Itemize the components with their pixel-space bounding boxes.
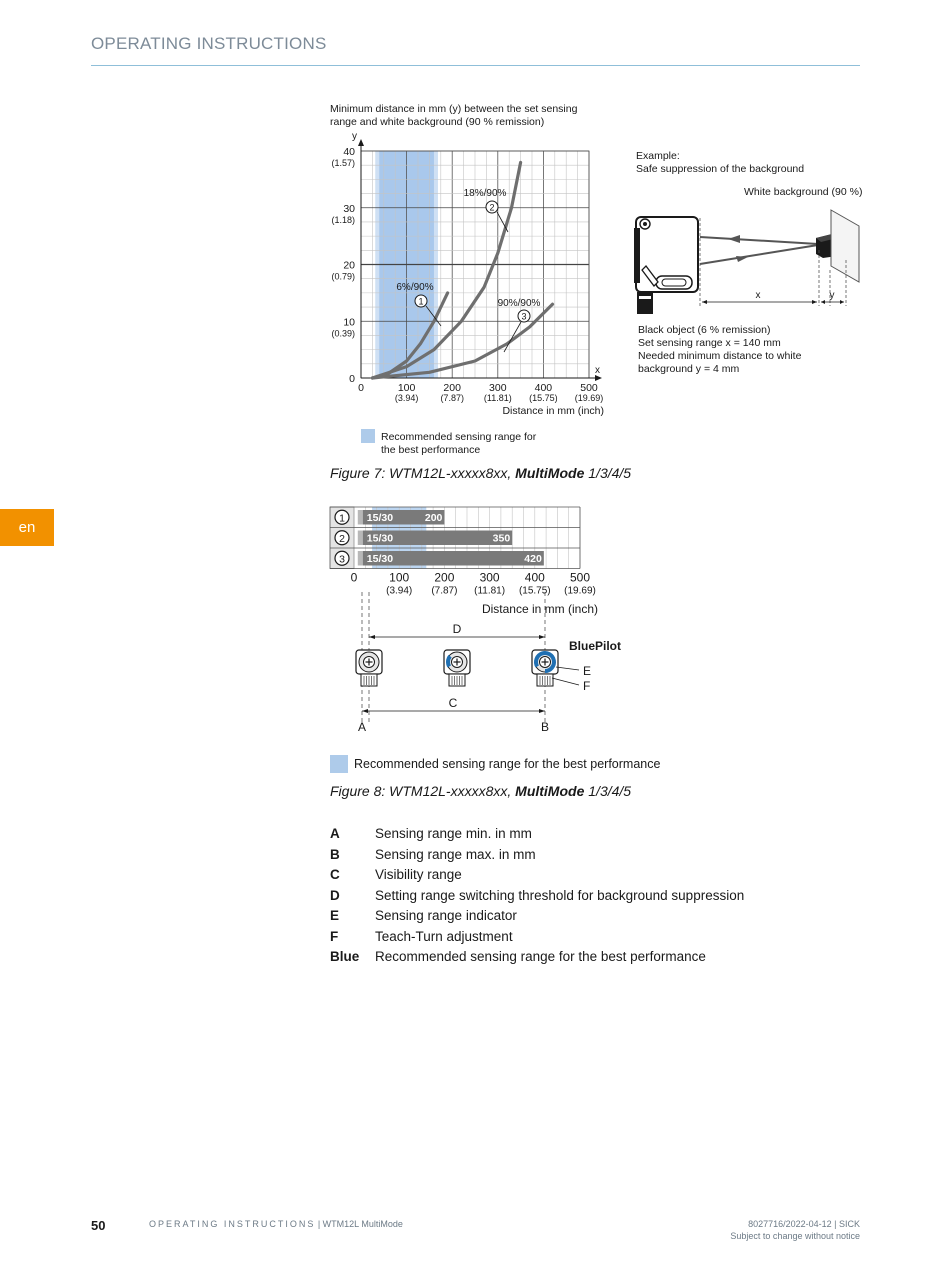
key-list — [330, 825, 850, 969]
figure7-legend-text: Recommended sensing range for the best performance — [381, 431, 537, 456]
x-tick-inch-label: (19.69) — [574, 393, 604, 403]
figure8-legend-text: Recommended sensing range for the best performance — [354, 757, 661, 771]
x-tick-inch-label: (15.75) — [518, 585, 551, 597]
x-tick-label: 300 — [479, 570, 500, 585]
key-letter: E — [330, 908, 340, 923]
example-note: Set sensing range x = 140 mm — [638, 337, 781, 349]
key-text: Sensing range min. in mm — [375, 826, 532, 841]
curve-label-1: 6%/90% — [396, 282, 434, 293]
key-letter: B — [330, 846, 340, 862]
y-tick-inch-label: (0.39) — [331, 328, 355, 339]
key-row — [330, 846, 850, 867]
point-e-label: E — [583, 664, 592, 678]
x-tick-label: 0 — [350, 570, 358, 585]
x-tick-label: 200 — [443, 382, 461, 394]
key-text: Teach-Turn adjustment — [375, 928, 513, 944]
y-tick-inch-label: (1.57) — [331, 158, 355, 168]
footer-doc-type: OPERATING INSTRUCTIONS — [149, 1219, 316, 1229]
curve-number: 3 — [521, 311, 527, 322]
key-text: Sensing range max. in mm — [375, 846, 536, 862]
point-a-label: A — [357, 720, 367, 734]
x-tick-label: 300 — [489, 382, 507, 394]
y-tick-label: 40 — [343, 146, 355, 158]
bar-max-label: 350 — [492, 532, 511, 545]
bar-max-label: 200 — [424, 512, 443, 524]
bar-min-label: 15/30 — [366, 553, 394, 565]
x-tick-inch-label: (11.81) — [483, 393, 512, 403]
curve-number: 2 — [489, 202, 495, 213]
curve-label-3: 90%/90% — [497, 298, 541, 309]
x-axis-label: Distance in mm (inch) — [481, 602, 598, 616]
key-letter: A — [330, 826, 340, 841]
row-number: 3 — [339, 553, 345, 566]
example-note: Black object (6 % remission) — [638, 324, 771, 336]
bar-max-label: 420 — [524, 553, 542, 565]
figure7-title: Minimum distance in mm (y) between the set sensing range and white background (90 % remission) — [330, 103, 578, 128]
footer-doc-id: 8027716/2022-04-12 | SICK — [748, 1219, 860, 1229]
dimension-arrow — [362, 709, 368, 713]
key-text: Sensing range indicator — [375, 908, 517, 923]
white-background-label: White background (90 %) — [744, 186, 863, 198]
curve-number: 1 — [418, 296, 424, 307]
x-tick-inch-label: (3.94) — [386, 585, 413, 597]
x-axis-label: Distance in mm (inch) — [502, 405, 604, 417]
key-text: Recommended sensing range for the best performance — [375, 949, 706, 964]
x-tick-label: 400 — [524, 570, 545, 585]
figure8-caption-bold: MultiMode — [515, 783, 585, 799]
header-title: OPERATING INSTRUCTIONS — [91, 34, 327, 53]
leader-line-f — [552, 678, 579, 685]
x-tick-inch-label: (3.94) — [394, 393, 419, 403]
dimension-d-label: D — [452, 622, 462, 636]
y-tick-label: 30 — [343, 202, 355, 215]
row-number: 1 — [339, 512, 345, 525]
x-tick-label: 200 — [434, 570, 455, 585]
teach-turn-knob-icon — [356, 650, 382, 686]
y-tick-label: 20 — [343, 259, 355, 272]
figure8-caption-suffix: 1/3/4/5 — [584, 783, 632, 799]
footer-product: | WTM12L MultiMode — [315, 1219, 403, 1229]
x-tick-inch-label: (19.69) — [564, 585, 596, 597]
key-row — [330, 907, 850, 928]
example-subtitle: Safe suppression of the background — [636, 163, 805, 175]
dimension-arrow — [539, 709, 545, 713]
key-letter: C — [330, 867, 340, 882]
key-letter: D — [330, 887, 340, 903]
dimension-arrow — [539, 635, 545, 639]
x-axis-symbol: x — [595, 365, 600, 376]
example-title: Example: — [636, 150, 680, 162]
bar-min-label: 15/30 — [366, 512, 394, 524]
row-number: 2 — [339, 532, 345, 545]
figure7-caption-suffix: 1/3/4/5 — [584, 465, 632, 481]
x-tick-label: 100 — [389, 570, 410, 585]
bar-min-marker — [358, 531, 363, 546]
page-number: 50 — [91, 1218, 106, 1233]
bar-min-label: 15/30 — [366, 532, 394, 545]
x-tick-inch-label: (7.87) — [440, 393, 464, 403]
key-row — [330, 928, 850, 949]
figure8-caption-prefix: Figure 8: WTM12L-xxxxx8xx, — [330, 783, 516, 799]
dimension-c-label: C — [448, 696, 458, 710]
x-tick-inch-label: (7.87) — [431, 585, 458, 597]
language-tab[interactable]: en — [0, 509, 54, 546]
key-letter: Blue — [330, 949, 360, 964]
x-tick-label: 400 — [534, 382, 553, 394]
dimension-arrow — [369, 635, 375, 639]
bar-min-marker — [358, 551, 363, 566]
key-row — [330, 887, 850, 908]
y-tick-label: 0 — [349, 373, 355, 385]
teach-turn-knob-icon — [532, 650, 558, 686]
figure7-caption-bold: MultiMode — [515, 465, 585, 481]
teach-turn-knob-icon — [444, 650, 470, 686]
key-row — [330, 948, 850, 969]
y-tick-label: 10 — [343, 316, 355, 329]
key-row — [330, 825, 850, 846]
y-axis-symbol: y — [352, 131, 357, 142]
x-tick-label: 500 — [569, 570, 591, 585]
x-tick-label: 100 — [397, 382, 416, 394]
footer-notice: Subject to change without notice — [730, 1231, 860, 1241]
dimension-y-label: y — [829, 290, 835, 301]
curve-label-2: 18%/90% — [463, 188, 507, 199]
bar-min-marker — [358, 510, 363, 525]
key-text: Setting range switching threshold for background suppression — [375, 887, 745, 903]
bluepilot-label: BluePilot — [569, 639, 622, 653]
y-tick-inch-label: (1.18) — [331, 214, 355, 225]
x-tick-label: 500 — [580, 382, 598, 394]
figure7-caption-prefix: Figure 7: WTM12L-xxxxx8xx, — [330, 465, 516, 481]
figure8-caption — [330, 783, 631, 799]
point-f-label: F — [583, 679, 591, 693]
example-note: Needed minimum distance to white background y = 4 mm — [638, 350, 802, 375]
bluepilot-indicator-arc — [448, 656, 450, 666]
x-tick-inch-label: (11.81) — [474, 585, 506, 597]
point-b-label: B — [540, 720, 550, 734]
y-tick-inch-label: (0.79) — [331, 271, 355, 282]
footer-doc-title — [149, 1219, 403, 1229]
x-tick-inch-label: (15.75) — [529, 393, 558, 403]
footer-doc-info — [730, 1218, 860, 1242]
key-text: Visibility range — [375, 867, 462, 882]
x-tick-label: 0 — [358, 382, 364, 394]
key-letter: F — [330, 928, 339, 944]
leader-line-e — [556, 667, 579, 670]
key-row — [330, 866, 850, 887]
figure8-legend-swatch — [330, 755, 348, 773]
dimension-x-label: x — [755, 290, 761, 301]
